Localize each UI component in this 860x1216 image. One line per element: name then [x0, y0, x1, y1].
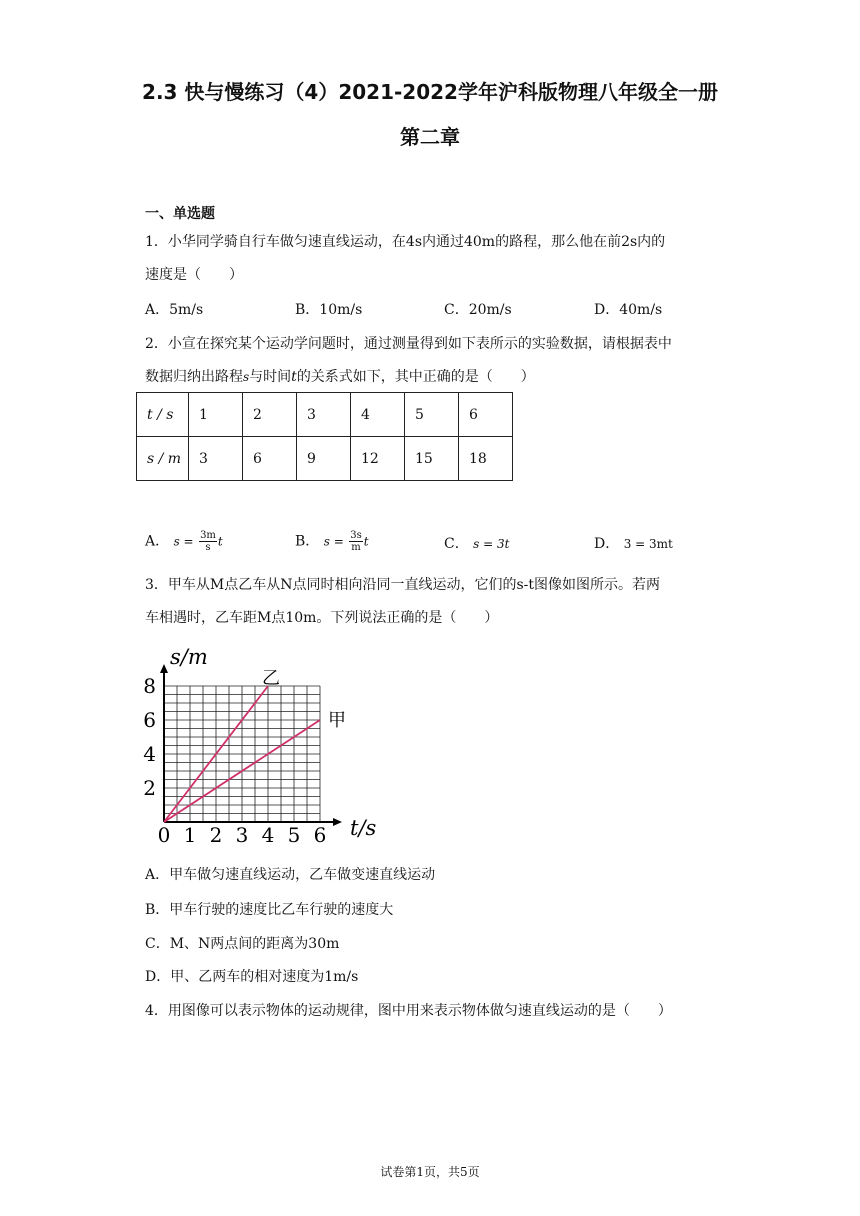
series-label: 甲 [328, 710, 346, 731]
table-cell: 3 [189, 437, 243, 481]
q3-option-c: C．M、N两点间的距离为30m [145, 936, 340, 952]
table-cell: 5 [405, 393, 459, 437]
page-title: 2.3 快与慢练习（4）2021-2022学年沪科版物理八年级全一册 [142, 80, 718, 104]
table-header-t: t / s [137, 393, 189, 437]
page-subtitle: 第二章 [400, 125, 460, 149]
q1-option-b: B．10m/s [295, 302, 363, 318]
x-tick-label: 0 [157, 823, 171, 847]
table-header-s: s / m [137, 437, 189, 481]
table-cell: 4 [351, 393, 405, 437]
q1-stem-line2: 速度是（ ） [145, 267, 243, 283]
x-tick-label: 6 [313, 823, 327, 847]
table-cell: 1 [189, 393, 243, 437]
x-tick-label: 5 [287, 823, 301, 847]
q3-option-a: A．甲车做匀速直线运动，乙车做变速直线运动 [145, 867, 436, 883]
page-footer: 试卷第1页，共5页 [380, 1165, 480, 1179]
q1-stem-line1: 1．小华同学骑自行车做匀速直线运动，在4s内通过40m的路程，那么他在前2s内的 [145, 234, 666, 250]
q3-option-b: B．甲车行驶的速度比乙车行驶的速度大 [145, 902, 394, 918]
table-cell: 9 [297, 437, 351, 481]
q2-var-t: t [291, 369, 297, 385]
q2-stem-line1: 2．小宣在探究某个运动学问题时，通过测量得到如下表所示的实验数据，请根据表中 [145, 336, 672, 352]
q2-stem-part-c: 的关系式如下，其中正确的是（ ） [296, 369, 535, 385]
q1-option-c: C．20m/s [444, 302, 512, 318]
q2-stem-line2 [145, 366, 535, 386]
data-table [136, 392, 513, 481]
y-tick-label: 8 [143, 674, 156, 698]
st-graph [140, 642, 377, 847]
q3-stem-line1: 3．甲车从M点乙车从N点同时相向沿同一直线运动，它们的s-t图像如图所示。若两 [145, 577, 661, 593]
table-cell: 2 [243, 393, 297, 437]
y-tick-label: 6 [143, 708, 156, 732]
q2-option-a: A． s = $\frac{3m}{s}$ t [145, 530, 223, 553]
q1-option-d: D．40m/s [594, 302, 663, 318]
y-axis-label: s/m [170, 645, 208, 669]
q3-option-d: D．甲、乙两车的相对速度为1m/s [145, 969, 359, 985]
q1-option-a: A．5m/s [145, 302, 204, 318]
fraction: $\frac{3s}{m}$ [350, 530, 362, 553]
x-tick-label: 1 [183, 823, 197, 847]
x-axis-arrow [333, 818, 342, 826]
y-axis-arrow [160, 664, 168, 673]
table-cell: 6 [243, 437, 297, 481]
x-axis-label: t/s [350, 816, 377, 840]
x-tick-label: 3 [235, 823, 249, 847]
table-cell: 6 [459, 393, 513, 437]
fraction: $\frac{3m}{s}$ [200, 530, 216, 553]
q2-var-s: s [243, 370, 250, 384]
x-tick-label: 2 [209, 823, 223, 847]
q2-option-b: B． s = $\frac{3s}{m}$ t [295, 530, 369, 553]
table-cell: 3 [297, 393, 351, 437]
q2-option-c: C． s = 3t [444, 536, 510, 552]
table-row [137, 437, 513, 481]
table-cell: 12 [351, 437, 405, 481]
table-row [137, 393, 513, 437]
q4-stem-line1: 4．用图像可以表示物体的运动规律，图中用来表示物体做匀速直线运动的是（ ） [145, 1003, 672, 1019]
y-tick-label: 2 [143, 776, 156, 800]
q3-stem-line2: 车相遇时，乙车距M点10m。下列说法正确的是（ ） [145, 610, 499, 626]
q2-stem-part-a: 数据归纳出路程 [145, 369, 243, 385]
table-cell: 15 [405, 437, 459, 481]
table-cell: 18 [459, 437, 513, 481]
q2-stem-part-b: 与时间 [249, 369, 292, 385]
q2-option-d: D． 3 = 3mt [594, 536, 673, 552]
section-heading: 一、单选题 [145, 206, 215, 222]
y-tick-label: 4 [143, 742, 156, 766]
series-label: 乙 [262, 668, 280, 689]
x-tick-label: 4 [261, 823, 275, 847]
